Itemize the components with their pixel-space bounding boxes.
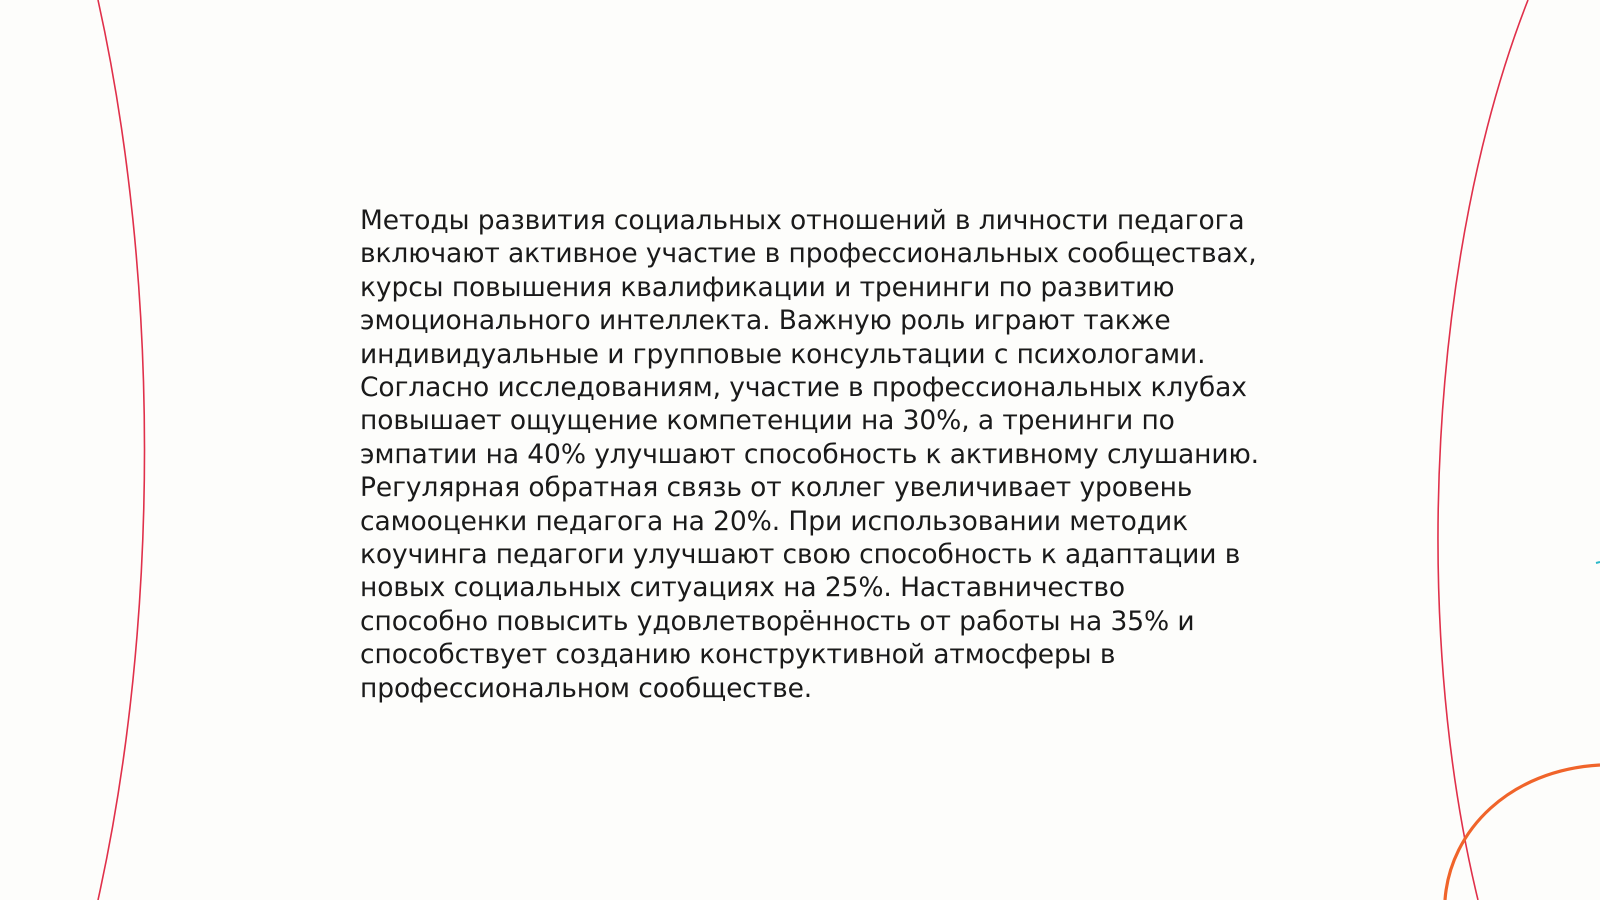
slide-body-text: Методы развития социальных отношений в личности педагога включают активное участие в профессиональных сообществах, курсы повышения квалификации и тренинги по развитию эмоционального интеллекта. Важную роль играют также индивидуальные и групповые консультации с психологами. Согласно исследованиям, участие в профессиональных клубах повышает ощущение компетенции на 30%, а тренинги по эмпатии на 40% улучшают способность к активному слушанию. Регулярная обратная связь от коллег увеличивает уровень самооценки педагога на 20%. При использовании методик коучинга педагоги улучшают свою способность к адаптации в новых социальных ситуациях на 25%. Наставничество способно повысить удовлетворённость от работы на 35% и способствует созданию конструктивной атмосферы в профессиональном сообществе. — [360, 205, 1260, 704]
orange-arc — [1445, 765, 1600, 900]
right-curve-line — [1438, 0, 1528, 900]
teal-tick — [1596, 562, 1600, 563]
left-curve-line — [98, 0, 145, 900]
